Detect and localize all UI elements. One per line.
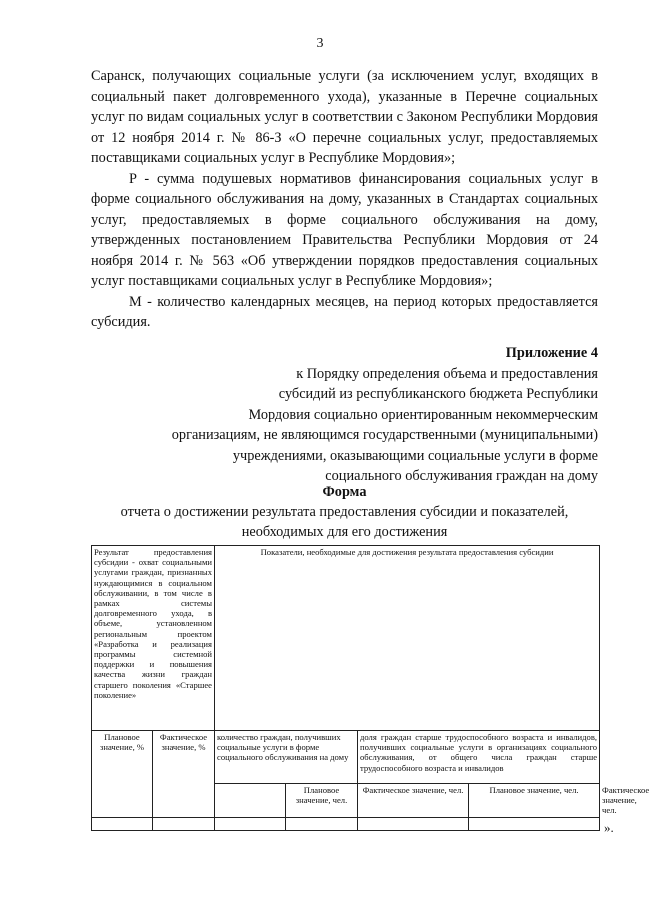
form-subtitle: необходимых для его достижения	[241, 524, 448, 540]
share-planned-cell: Плановое значение, чел.	[469, 784, 600, 818]
count-actual-cell: Фактическое значение, чел.	[358, 784, 469, 818]
planned-value-cell: Плановое значение, %	[92, 731, 153, 818]
appendix-line: учреждениями, оказывающими социальные услуги в форме	[232, 447, 598, 464]
closing-quote-mark: ».	[604, 820, 614, 835]
paragraph-2: P - сумма подушевых нормативов финансирования социальных услуг в форме социального обслуживания на дому, указанных в Стандартах социальных услуг, предоставляемых в форме социального обслуживания на дому, утвержденных постановлением Правительства Республики Мордовия от 24 ноября 2014 г. № 563 «Об утверждении порядков предоставления социальных услуг поставщиками социальных услуг в Республике Мордовия»;	[91, 170, 598, 289]
appendix-line: социального обслуживания граждан на дому	[325, 468, 598, 484]
data-cell[interactable]	[358, 817, 469, 830]
paragraph-3: M - количество календарных месяцев, на период которых предоставляется субсидия.	[91, 293, 598, 330]
appendix-header	[120, 343, 598, 487]
form-heading	[91, 482, 598, 542]
indicators-header-cell: Показатели, необходимые для достижения результата предоставления субсидии	[215, 546, 600, 731]
data-cell[interactable]	[469, 817, 600, 830]
count-header-cell: количество граждан, получивших социальные услуги в форме социального обслуживания на дому	[215, 731, 358, 784]
appendix-line: Мордовия социально ориентированным некоммерческим	[248, 406, 598, 423]
page-number: 3	[316, 36, 324, 51]
result-header-cell: Результат предоставления субсидии - охват социальными услугами граждан, признанных нуждающимися в социальном обслуживании, в том числе в рамках системы долговременного ухода, в объеме, установленном региональным проектом «Разработка и реализация программы системной поддержки и повышения качества жизни граждан старшего поколения «Старшее поколение»	[92, 546, 215, 731]
data-cell[interactable]	[215, 817, 286, 830]
report-table: Результат предоставления субсидии - охват социальными услугами граждан, признанных нуждающимися в социальном обслуживании, в том числе в рамках системы долговременного ухода, в объеме, установленном региональным проектом «Разработка и реализация программы системной поддержки и повышения качества жизни граждан старшего поколения «Старшее поколение» Показатели, необходимые для достижения результата предоставления субсидии Плановое значение, % Фактическое значение, % количество граждан, получивших социальные услуги в форме социального обслуживания на дому доля граждан старше трудоспособного возраста и инвалидов, получивших социальные услуги в организациях социального обслуживания, от общего числа граждан старше трудоспособного возраста и инвалидов Плановое значение, чел. Фактическое значение, чел. Плановое значение, чел. Фактическое значение, чел.	[91, 545, 600, 831]
actual-value-cell: Фактическое значение, %	[153, 731, 215, 818]
appendix-title: Приложение 4	[505, 345, 598, 361]
paragraph-1: Саранск, получающих социальные услуги (за исключением услуг, входящих в социальный пакет долговременного ухода), указанные в Перечне социальных услуг по видам социальных услуг в соответствии с Законом Республики Мордовия от 12 ноября 2014 г. № 86-З «О перечне социальных услуг, предоставляемых поставщиками социальных услуг в Республике Мордовия»;	[91, 68, 598, 166]
form-subtitle: отчета о достижении результата предоставления субсидии и показателей,	[120, 504, 569, 520]
appendix-line: к Порядку определения объема и предоставления	[296, 365, 598, 382]
data-cell[interactable]	[92, 817, 153, 830]
share-header-cell: доля граждан старше трудоспособного возраста и инвалидов, получивших социальные услуги в организациях социального обслуживания, от общего числа граждан старше трудоспособного возраста и инвалидов	[358, 731, 600, 784]
form-title: Форма	[322, 484, 367, 500]
data-cell[interactable]	[153, 817, 215, 830]
count-planned-cell: Плановое значение, чел.	[286, 784, 358, 818]
body-text	[91, 66, 598, 333]
appendix-line: организациям, не являющимся государственными (муниципальными)	[171, 427, 598, 443]
appendix-line: субсидий из республиканского бюджета Республики	[278, 386, 598, 402]
data-cell[interactable]	[286, 817, 358, 830]
